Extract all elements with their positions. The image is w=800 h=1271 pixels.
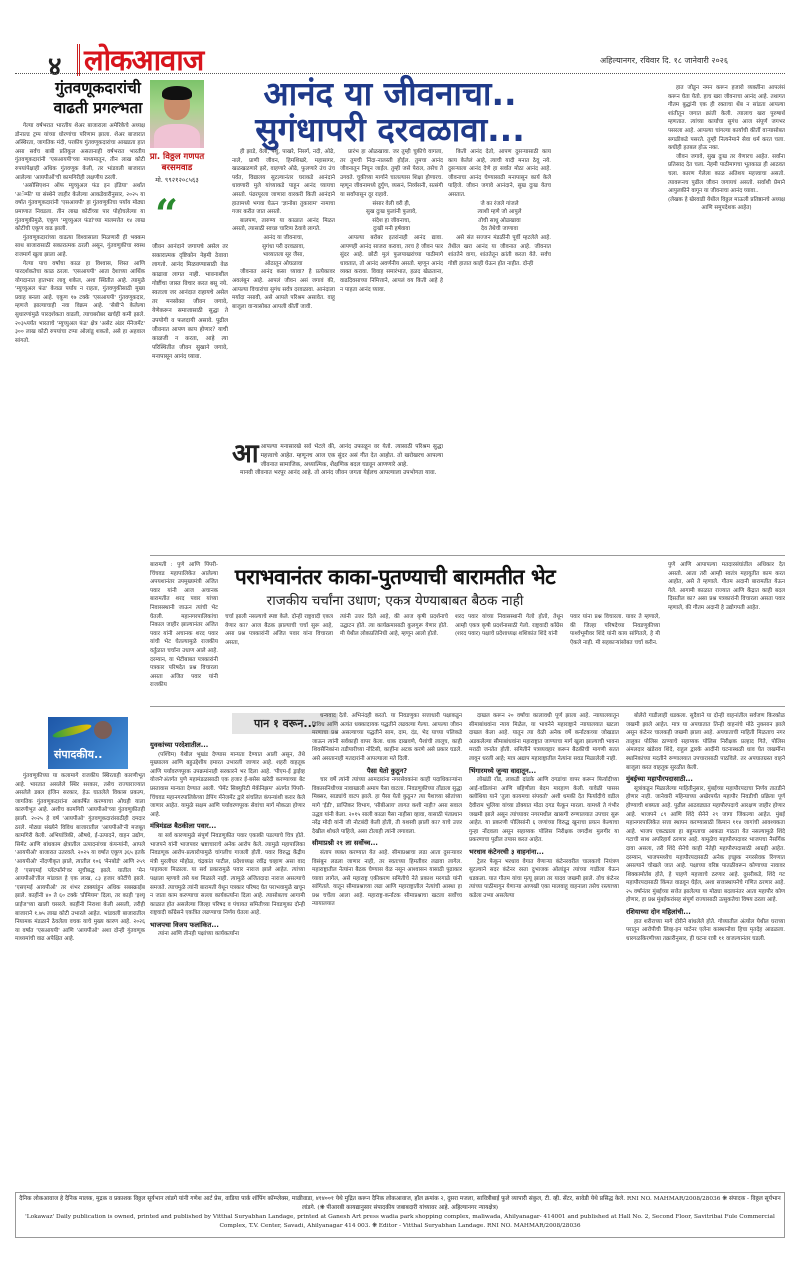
feature-column-2 — [340, 148, 443, 440]
feature-paragraph: जीवन जगावे, सुख दुःख तर येणारच आहेत. सर्वांना प्रतिसाद देत चला. नेहमी पाठीमागचा भूतकाळ ही आठवत चला. कारण गेलेला काळ अतिशय महत्त्वाचा असतो. त्यावरूनच पुढील जीवन जगायचं असतो. सर्वांशी प्रेमाने आपुलकीने वागून या जीवनाचा आनंद घ्यावा.. — [668, 153, 785, 195]
continued-item-title: पैसा येतो कुठून? — [366, 766, 408, 775]
poem-line: दुःखी मनी हर्षवावा — [373, 226, 410, 233]
masthead-divider — [77, 44, 80, 76]
author-name-line2: बरसमवाड — [161, 163, 193, 173]
poem-3 — [448, 200, 551, 234]
continued-item-text: सूत्रांकडून मिळालेल्या माहितीनुसार, मुंबईच्या महापौरपदाचा निर्णय तातडीने होणार नाही. जानेवारी महिन्याच्या अखेरपर्यंत महापौर निवडीची प्रक्रिया पूर्ण होण्याची शक्यता आहे. पुढील आठवड्यात महापौरपदाचे आरक्षण जाहीर होणार आहे. भाजपने ८९ आणि शिंदे सेनेने २९ जागा जिंकल्या आहेत. मुंबई महानगरपालिकेत सत्ता स्थापन करण्यासाठी किमान ११४ जागांची आवश्यकता आहे. भाजप एकट्याला हा बहुमताचा आकडा गाठता येत नसल्यामुळे शिंदे गटाची साथ अपरिहार्य ठरणार आहे. यामुळेच महापौरपदावर भाजपचा नैसर्गिक दावा असला, तरी शिंदे सेनेचे काही नेतेही महापौरपदासाठी आग्रही आहेत. दरम्यान, भाजपमध्येच महापौरपदासाठी अनेक इच्छुक नगरसेवक रिंगणात असल्याने चोखले जात आहे. पक्षाच्या वरिष्ठ पातळीवरून कोणाच्या नावावर शिक्कामोर्तब होते, हे पाहणे महत्त्वाचे ठरणार आहे. दुसरीकडे, शिंदे गट महापौरपदासाठी किंमत वाढवून घेईल, अशा सत्तास्थापनेचे गणित ठरणार आहे. २५ वर्षांनंतर मुंबईच्या सत्तेत झालेल्या या मोठ्या बदलानंतर आता महापौर कोण होणार, हा प्रश्न मुंबईकरांसह संपूर्ण राज्यासाठी उत्सुकतेचा विषय ठरला आहे. — [626, 785, 785, 904]
continued-item-title: मंत्रिमंडळ बैठकीला पवार... — [150, 822, 217, 831]
author-note: (लेखक हे खेरवाडी येथील विठ्ठल माऊली प्रतिष्ठानचे अध्यक्ष आणि समुपदेशक आहेत) — [668, 196, 785, 212]
poem-line: सुगंधा परी दरवळावा, — [262, 243, 305, 250]
author-name — [140, 152, 214, 174]
pullquote: जीवन आनंदाने जगायचे असेल तर सकारात्मक दृष्टिकोन नेहमी ठेवावा लागतो. आनंद मिळवण्यासाठी वेळ काढावा लागत नाही. भावनाशील गोष्टींचा जास्त विचार करत बसू नये. स्वतःला जर आनंदात राहायचे असेल तर मनसोक्त जीवन जगावे, येणेकरून समाजासाठी सुद्धा ते उपयोगी व फलदायी असावे. पुढील जीवनात आपण काय होणार? याची काळजी न करता, आहे त्या परिस्थितीत जीवन सुखाने जगावे, मनापासून आनंद घ्यावा. — [152, 244, 228, 361]
editorial-body-top — [15, 122, 145, 715]
feature-paragraph: किती आनंद देतो, आपण दुसऱ्यासाठी काय काय केलेलं आहे, त्याची यादी मनात ठेवू नये. दुसऱ्याला आनंद देणे हा सर्वात मोठा आनंद आहे. जीवनाचा आनंद घेण्यासाठी मनापासून कार्य केले पाहिजे. जीवन जगावे आनंदाने, सुख दुःख येतच असतात. — [448, 149, 551, 198]
feature-paragraph: प्रारंभ हा ओळखावा. जर तुम्ही चुकीचे वागला, तर तुमची निंदा-नालस्ती होईल. तुमचा आनंद जीवनातून निघून जाईल. तुम्ही जसे पेराल, तसेच ते उगवते. चुकीच्या मार्गाने चालल्यास शिक्षा होणारच. म्हणून जीवनामध्ये दुर्गुण, व्यसनं, निर्व्यसनी, सत्संगी या सर्वांपासून दूर राहावे. — [340, 149, 443, 198]
poem-2 — [340, 200, 443, 234]
feature-column-1 — [232, 148, 335, 440]
poem-line: आनंद या जीवनाचा, — [263, 234, 304, 241]
feature-paragraph: आपल्या मनासारखे सर्व भेटले की, आनंद उफाळून वर येतो. त्यासाठी परिश्रम सुद्धा महत्त्वाचे आहेत. म्हणूनच आज एक सुंदर असं गीत देत आहोत. तो खरोखरच आपल्या जीवनात सामाजिक, अध्यात्मिक, शैक्षणिक बदल घडवून आणणारे आहे. — [260, 444, 443, 468]
continued-item-text: लोखंडी रॉड, लाकडी दांडके आणि दगडांचा वापर करून फिर्यादीच्या आई-वडिलांना आणि बहिणीला बेदम मारहाण केली. यावेळी पासस क्लोथिया याने 'तुला कायमचा संपवतो' अशी धमकी देत फिर्यादीचे वडील देवीराम भुलिया यांच्या डोक्यात मोठा दगड फेकून मारला. यामध्ये ते गंभीर जखमी झाले असून त्यांच्यावर नगरमधील खासगी रुग्णालयात उपचार सुरू आहेत. या प्रकरणी पोलिसांनी ६ जणांच्या विरुद्ध खुनाचा प्रयत्न केल्याचा गुन्हा नोंदवला असून सहाय्यक पोलिस निरीक्षक जगदीश मुलगीर या प्रकरणाचा पुढील तपास करत आहेत. — [469, 777, 619, 844]
continued-item-text: चार वर्षे त्यांनी त्यांच्या आमदारांना नगरसेवकांना काही पदाधिकाऱ्यांना विकासनिधीच्या नावाखाली अमाप पैसा वाटला. निवडणुकीच्या तोंडाला सुद्धा मिक्सर, साड्यांचे वाटप झाले. हा पैसा येतो कुठून? त्या पैशाच्या स्रोतांच्या मागे 'ईडी', प्राप्तिकर विभाग, 'सीबीआय' लागत कशी नाही? असा सवाल उद्धव यांनी केला. २०१५ साली काळा पैसा नाहीसा व्हावा, यासाठी पंतप्रधान नरेंद्र मोदी यांनी जी नोटबंदी केली होती, ती यशस्वी झाली का? याचे उत्तर देखील शोधले पाहिजे, असा टोलाही त्यांनी लगावला. — [312, 777, 462, 835]
page-number: ४ — [48, 52, 62, 82]
dropcap-section — [232, 443, 443, 548]
continued-item-title: भरधाव कंटेनरची ३ वाहनांना... — [469, 847, 544, 856]
continued-column-c — [469, 712, 619, 1188]
editorial-paragraph: गुंतवणुकीच्या या कलामागे राजकीय स्थिरताही कारणीभूत आहे. भारतात असलेले स्थिर सरकार, तसेच राज्याराज्यात असलेले डबल इंजिन सरकार, हेऊ घातलेले विकास प्रकल्प, जागतिक गुंतवणूकदारांना आकर्षित करण्याचा ओघही याला कारणीभूत आहे. अशीच कामगिरी 'आयपीओ'च्या गुंतवणुकीतही झाली. २०२५ हे वर्ष 'आयपीओ' गुंतवणूकदारांसाठीही दमदार ठरले. मोठ्या संख्येने विविध बाजारातील 'आयपीओं'नी मजबूत कामगिरी केली. अभियांत्रिकी, औषधे, ई-उत्पादने, वाहन उद्योग, सिमेंट आणि बांधकाम क्षेत्रातील उत्पादनांच्या कंपन्यांनी, आपले 'आयपीओ' बाजारात उतरवले. २०२५ या वर्षात एकूण ३६५ इतके 'आयपीओ' नोंदणीकृत झाले, त्यातील १०६ 'मेनबोर्ड' आणि २५९ हे 'एसएमई प्लॅटफॉर्म'वर सूचीबद्ध झाले. यातील 'मेन आयपीओं'तील मांडवल हे एक लाख, ८३ हजार कोटींचे झाले. 'एसएमई आयपीओ' तर शंभर टक्क्यांहून अधिक सबस्क्राईब झाले. काहींनी ४० ते ६० टक्के 'प्रीमियम' दिला, तर काही 'इश्यू प्राईज'च्या खाली घसरले. काहींनी निराशा केली असली, तरीही बाजाराने १.७५ लाख कोटी उभारले आहेत. भांडवली बाजारातील नियामक मंडळाने ठेवलेला वचक याचे मुख्य कारण आहे. २०२६ या वर्षात 'एसआयपी' आणि 'आयपीओ' अशा दोन्ही गुंतवणूक माध्यमांची वाढ अपेक्षित आहे. — [15, 773, 145, 943]
poem-line: त्याशी म्हणे जो आपुले — [477, 209, 522, 216]
politics-column-2: चर्चा झाली नसल्याचे स्पष्ट केले. दोन्ही राष्ट्रवादी एकत्र येणार का? आज बैठक झाल्याची चर्चा सुरू आहे, असा प्रश्न पत्रकारांनी अजित पवार यांना विचारला असता, — [225, 614, 333, 646]
continued-item-text: बोलेरो गाडीलाही धडकला. सुदैवाने या दोन्ही वाहनांतील सर्वजण किरकोळ जखमी झाले आहेत. मात्र या अपघातात तिन्ही वाहनांचे मोठे नुकसान झाले असून कंटेनर चालकही जखमी झाला आहे. अपघाताची माहिती मिळताच नगर तालुका पोलिस ठाण्याचे सहाय्यक पोलिस निरीक्षक प्रल्हाद गिते, पोलिस अंमलदार खंडेराव शिंदे, राहुल द्वारके आदींनी घटनास्थळी धाव घेत जखमींना स्थानिकांच्या मदतीने रुग्णालयात उपचारासाठी पाठविले. तर अपघातग्रस्त वाहने बाजूला करत वाहतूक सुरळीत केली. — [626, 713, 785, 771]
continued-column-a — [150, 738, 305, 1188]
poem-line: देव तेथेची जाणावा — [480, 226, 519, 233]
editorial-badge-label: संपादकीय.. — [54, 748, 103, 761]
feature-paragraph: मानवी जीवनात भरपूर आनंद आहे. तो आनंद जीवन जगता येईलच आपल्याला उपभोगता यावा. — [240, 470, 437, 477]
imprint-english: 'Lokawaz' Daily publication is owned, printed and published by Vitthal Suryabhan Landage, printed at Ganesh Art press wadia park shopping complex, maliwada, Ahilyanagar- 414001 and published at Hall No. 2, Second Floor, Savitribai Fule Commercial Complex, T.V. Center, Savadi, Ahilyanagar 414 003. ❋ Editor - Vitthal Suryabhan Landage. RNI NO. MAHMAR/2008/28036 — [25, 1214, 775, 1229]
continued-item-text: (पश्चिम) येथील भूखंड देण्यास मान्यता देण्यात आली असून, तेथे मुख्यालय आणि बहुउद्देशीय इमारत उभारली जाणार आहे. शहरी वाहतूक आणि पर्यावरणपूरक उपक्रमांनाही सरकारने भर दिला आहे. 'पीएम-ई ड्राईव्ह योजने'अंतर्गत पुणे महामंडळासाठी एक हजार ई-बसेस खरेदी करण्याच्या बेट प्रस्तावास मान्यता देण्यात आली. 'पेमेंट सिक्युरिटी मेकॅनिझम' अंतर्गत पिंपरी-चिंचवड महानगरपालिकेच्या डेपिंग मॅनेजमेंट द्वारे संचलित कंपन्यांशी करार केले जाणार आहेत. यामुळे सक्षम आणि पर्यावरणपूरक सेवांचा मार्ग मोकळा होणार आहे. — [150, 751, 305, 818]
poem-line: भाव्यातला सूर जैसा, — [262, 252, 305, 259]
editorial-badge-image — [48, 717, 128, 769]
feature-paragraph: बालपण, तारुण्य या काळात आनंद मिळत असतो, त्यासाठी स्वच्छ चारित्र्य ठेवावे लागते. — [232, 217, 335, 233]
continued-item-text: दाखल करून २० वर्षांचा कालावधी पूर्ण झाला आहे. न्यायालयातून सीमाबांधवांना न्याय मिळेल, या भावनेने महाराष्ट्राने न्यायालयात खटला दाखल केला आहे. यातून त्या वेळी अनेक वर्षे कर्नाटकच्या जोखडात अडकलेल्या सीमाबांधवांना महाराष्ट्रात जाण्याचा मार्ग खुला झाल्याची भावना मराठी जनतेत होती. समितीने पत्रव्यवहार करून बैठकीची मागणी सतत लावून धरली आहे; मात्र अद्याप महाराष्ट्रातील नेत्यांना सवड मिळालेली नाही. — [469, 713, 619, 762]
quote-mark-icon: “ — [155, 191, 179, 238]
feature-column-4 — [668, 84, 785, 550]
imprint-box — [15, 1192, 785, 1238]
feature-column-3 — [448, 148, 551, 550]
poem-1 — [232, 234, 335, 268]
author-name-line1: प्रा. विठ्ठल गणपत — [149, 152, 205, 162]
continued-from-page-1-label: पान १ वरून... — [232, 713, 338, 734]
editorial-paragraph: गुंतवणूकदारांच्या वाढत्या विश्वासाला मिळणारी ही भक्कम साथ बाजारासाठी सकारात्मक ठरली असून, गुंतवणुकीचा स्वस्थ राजमार्ग खुला झाला आहे. — [15, 234, 145, 258]
inkpot-icon — [94, 721, 112, 739]
poem-line: तोची साधू ओळखावा — [478, 217, 521, 224]
continued-item-title: भिंगारमध्ये जुन्या वादातून... — [469, 766, 537, 775]
editorial-title-line1: गुंतवणूकदारांची — [55, 79, 141, 97]
continued-item-text: या सर्व कारणामुळे संपूर्ण निवडणुकीत पवार एकाकी पडल्याचे चित्र होते. भाजपने यांनी भाजपवर भ्रष्टाचाराचे अनेक आरोप केले. त्यामुळे महापालिका निवडणूक आरोप-प्रत्यारोपामुळे चांगलीच गाजली होती. पवार विरुद्ध केंद्रीय मंत्री मुरलीधर मोहोळ, चंद्रकांत पाटील, प्रदेशाध्यक्ष रवींद्र चव्हाण असा वाद पाहायला मिळाला. या सर्व प्रकारामुळे पवार नाराज झाले आहेत. त्यांच्या पक्षाला म्हणावे तसे यश मिळाले नाही. त्यामुळे अजितदादा नाराज असल्याचे समजते. त्याचमुळे त्यांनी बारामती येथून पत्रकार परिषद घेत पराभवामुळे खचून न जाता काम करण्याचा सल्ला कार्यकर्त्यांना दिला आहे. त्यासोबतच आगामी काळात होत असलेल्या जिल्हा परिषद व पंचायत समितीच्या निवडणुका दोन्ही राष्ट्रवादी काँग्रेसने एकत्रित लढण्याचा निर्णय घेतला आहे. — [150, 832, 305, 917]
imprint-marathi: दैनिक लोकआवाज हे दैनिक मालक, मुद्रक व प्रकाशक विठ्ठल सूर्यभान लांडगे यांनी गणेश आर्ट प्रेस, वाडिया पार्क शॉपिंग कॉम्प्लेक्स, माळीवाडा, ४१४००१ येथे मुद्रित करून दैनिक लोकआवाज, हॉल क्रमांक २, दुसरा मजला, सावित्रीबाई फुले व्यापारी संकुल, टी. व्ही. सेंटर, सावेडी येथे प्रसिद्ध केले. RNI NO. MAHMAR/2008/28036 ❋ संपादक - विठ्ठल सूर्यभान लांडगे. (❋ पीआरबी कायद्यानुसार संपादकीय जबाबदारी यांच्यावर आहे. अहिल्यानगर न्यायक्षेत्र) — [19, 1196, 781, 1211]
continued-item-text: त्यांना आणि तीनही पक्षांच्या कार्यकर्त्यांना — [158, 931, 240, 938]
feature-headline-line1: आनंद या जीवनाचा.. — [263, 74, 517, 113]
poem-line: सुख दुःख फुलांनी फुलावे, — [366, 209, 417, 216]
continued-item-title: भाजपचा विजय फलांकित... — [150, 920, 219, 929]
feature-paragraph: आपल्या बरोबर इतरांनाही आनंद द्यावा. आपणही आनंद साजरा करावा, तरच हे जीवन फार सुंदर आहे. छोटी मुलं फुलपाखरांच्या पाठीमागे धावतात, तो आनंद अवर्णनीय असतो. म्हणून आनंद व्यक्त करावा. विवाह समारंभात, हळद खेळताना, वाढदिवसाच्या निमित्ताने, आपलं वय किती आहे हे न पाहता आनंद घ्यावा. — [340, 234, 443, 293]
feature-paragraph: हात जोडून नमन करून हजारो व्यक्तींना आपलंसं करून घेता येतो. हाच खरा जीवनाचा आनंद आहे. तथागत गौतम बुद्धांनी एक ही रक्ताचा थेंब न सांडता आपल्या शांतीतून जगात क्रांती केली. त्यालाच खरा पुरुषार्थ म्हणतात. त्यांच्या कार्याचा सुगंध आज संपूर्ण जगभर पसरला आहे. आपल्या चांगल्या कार्याची कीर्ती वाऱ्यासोबत सगळीकडे पसरते. तुम्ही नित्यनेमाने सेवा धर्म करत चला. कधीही हतबल होऊ नका. — [668, 85, 785, 152]
continued-column-b — [312, 712, 462, 1188]
poem-line: जे का रंजले गांजले — [480, 200, 519, 207]
politics-column-4: शरद पवार यांच्या निवासस्थानी गेलो होतो, तेथून आम्ही एकत्र कृषी प्रदर्शनासाठी गेलो. राष्ट्रवादी काँग्रेस (शरद पवार) पक्षाचे प्रदेशाध्यक्ष शशिकांत शिंदे यांनी — [455, 614, 563, 638]
feature-paragraph: असे संत सज्जन मंडळींनी पूर्वी म्हटलेले आहे. तेथील खरा आनंद या जीवनात आहे. जीवनात शांततेने वागा, शांततेतून क्रांती करता येते. सर्वच गोष्टी हातात काही घेऊन होत नाहीत. दोन्ही — [448, 234, 551, 267]
continued-item-text: हात शरीराच्या मागे दोरीने बांधलेले होते. गोव्यातील अंत्योल येथील घराच्या परातून आरोपीची लिव्ह-इन पार्टनर एलेना कास्थानोवा हिचा मृतदेह आढळला. धारगळकिरणीच्या तक्रारीनुसार, ही घटना रात्री ११ वाजल्यानंतर घडली. — [626, 918, 785, 942]
politics-subheadline: राजकीय चर्चांना उधाण; एकत्र येण्याबाबत बैठक नाही — [266, 593, 524, 609]
section-divider — [150, 555, 785, 556]
politics-column-6: पुणे आणि आपापल्या मतदारसंघांतील अधिकार देत असतो. आता तरी आम्ही स्वतंत्र महायुतीत काम करत आहोत, असे ते म्हणाले. गौतम अदानी बारामतीत येऊन गेले. आगामी काळात राज्यात आणि केंद्रात काही बदल दिसतील का? असा प्रश्न पत्रकारांनी विचारला असता पवार म्हणाले, की गौतम अदानी हे उद्योगपती आहेत. — [668, 562, 785, 611]
editorial-title — [48, 78, 148, 118]
continued-item-title: रशियाच्या दोन महिलांची... — [626, 908, 691, 917]
newspaper-logo: लोकआवाज — [84, 43, 204, 77]
politics-column-1: बारामती : पुणे आणि पिंपरी-चिंचवड महापालिकेत आलेल्या अपयशानंतर उपमुख्यमंत्री अजित पवार यांनी आज अचानक बारामतीत शरद पवार यांच्या निवासस्थानी जाऊन त्यांची भेट घेतली. महानगरपालिकांचा निकाल जाहीर झाल्यानंतर अजित पवार यांनी अचानक शरद पवार यांची भेट घेतल्यामुळे राजकीय वर्तुळात चर्चांना उधाण आले आहे. दरम्यान, या भेटीबाबत पत्रकारांनी पत्रकार परिषदेत प्रश्न विचारला असता अजित पवार यांनी राजकीय — [150, 562, 218, 689]
editorial-paragraph: गेल्या पाच वर्षांचा काळ हा विश्वास, शिस्त आणि पारदर्शकतेचा काळ ठरला. 'एसआयपी' आता देशाच्या आर्थिक योगदानात हातभार लावू शकेल, अशा स्थितीत आहे. त्यामुळे 'म्युच्युअल फंड' केवळ पर्याय न राहता, गुंतवणुकीसाठी मुख्य प्रवाह बनला आहे. एकूण १७ टक्के 'एसआयपी' गुंतवणूकदार, म्हणजे झाल्याचाही नवा विक्रम आहे. 'सेबी'ने केलेल्या सुधारणांमुळे पारदर्शकता वाढली, त्याचबरोबर खर्चही कमी झाले. २०३५पर्यंत भारताचे 'म्युच्युअल फंड' क्षेत्र 'असेट अंडर मॅनेजमेंट' ३०० लाख कोटी रुपयांचा टप्पा ओलांडू शकतो, असे हा अहवाल सांगतो. — [15, 260, 145, 344]
editorial-paragraph: गेल्या वर्षभरात भारतीय शेअर बाजाराला अमेरिकेचे अध्यक्ष डोनाल्ड ट्रम्प यांच्या धोरणांचा परिणाम झाला. शेअर बाजारात अस्थिरता, जागतिक मंदी, परकीय गुंतवणूकदारांचा आखडता हात असा सर्वच बाबी प्रतिकूल असतानाही वर्षभरात भारतीय गुंतवणूकदारांनी 'एसआयपी'च्या माध्यमातून, तीन लाख कोटी रुपयांपेक्षाही अधिक गुंतवणूक केली, तर भांडवली बाजारात आलेल्या 'आयपीओं'ची कामगिरीही लक्षणीय ठरली. — [15, 123, 145, 181]
editorial-paragraph: 'असोसिएशन ऑफ म्युच्युअल फंड इन इंडिया' अर्थात 'अॅम्फी' या संस्थेने जाहीर केलेल्या आकडेवारीनुसार, २०२५ या वर्षात गुंतवणूकदारांनी 'एसआयपी' हा गुंतवणुकीचा पर्याय मोठ्या प्रमाणात निवडला. तीन लाख कोटींच्या पार पोहोचलेल्या या गुंतवणुकीमुळे, एकूण 'म्युच्युअल फंडां'च्या मालमत्तेत १४ लाख कोटींची एकूण वाढ झाली. — [15, 183, 145, 233]
continued-item-text: ट्रेलर फेकून भरधाव वेगात येणाऱ्या कंटेनरवरील चालकाचे नियंत्रण सुटल्याने सदर कंटेनर रस्ता दुभाजक ओलांडून त्यांच्या गाडीला येऊन धडकला. यात गौतम यांचा मृत्यू झाला तर यादव जखमी झाले. तोच कंटेनर त्यांच्या पाठीमागून येणाऱ्या आणखी एका मालवाहू वाहनाला तसेच रस्त्याच्या कडेला उभ्या असलेल्या — [469, 858, 619, 899]
politics-column-3: त्यांनी उत्तर दिले आहे, की आज कृषी प्रदर्शनाचे उद्घाटन होते. त्या कार्यक्रमासाठी कुलगुरू येणार होते. मी येथील लोकप्रतिनिधी आहे, म्हणून आलो होतो. — [340, 614, 448, 638]
peacock-feather-icon — [52, 722, 93, 740]
section-divider — [150, 706, 785, 707]
feature-paragraph: जीवनात आनंद कसा घ्यावा? हे प्रत्येकावर अवलंबून आहे. आपलं जीवन असं जगावं की, आपल्या विचारांचा सुगंध सर्वत्र दरवळावा. आनंदाला मर्यादा नसावी, असे आपले परिश्रम असावेत. वाहू बाजूला वाऱ्यासोबत आपली कीर्ती जावी. — [232, 269, 335, 310]
feature-paragraph: ही झाडे, वेली, पशु, पाखरे, निसर्ग, नदी, ओढे, नाले, प्राणी जीवन, हिमशिखरे, महासागर, खळखळणारे झरे, वाहणारे ओढे, फुलणारे उंच उंच पर्वत, विद्यालय सुटल्यानंतर घराकडे आनंदाने धावणारी मुले यांच्याकडे पाहून आनंद घ्यायचा असतो. पंढरपूरला जाणारा वारकरी किती आनंदाने हातामध्ये भगवा घेऊन 'ज्ञानोबा तुकाराम' नामाचा गजर करीत जात असतो. — [232, 149, 335, 216]
continued-item-title: मुंबईच्या महापौरपदासाठी... — [626, 775, 693, 784]
poem-line: संदेश हा जीवनाचा, — [372, 217, 411, 224]
politics-headline: पराभवानंतर काका-पुतण्याची बारामतीत भेट — [234, 565, 556, 589]
drop-cap: आ — [232, 443, 259, 469]
continued-item-text: धन्यवाद देतो. अभिनंदही करतो. या निवडणुका सत्ताधारी पक्षाकडून विविध आणि अत्यंत धक्कादायक पद्धतीने लढवल्या गेल्या. आपल्या जीवन मरणाचा प्रश्न असल्याच्या पद्धतीने साम, दाम, दंड, भेद याच्या पलिकडे जाऊन त्यांनी सर्वकाही वापर केला. धाक दाखवणे, पैशांची लालूच, काही शिवसैनिकांना तडीपारीच्या नोटिसी, काहींना अटक करणे असे प्रकार घडले. असे असतानाही मतदारांनी आपल्याला मते दिली. — [312, 713, 462, 762]
poem-line: ओठातून ओघळावा — [264, 260, 303, 267]
dateline: अहिल्यानगर, रविवार दि. १८ जानेवारी २०२६ — [600, 56, 728, 65]
politics-column-5: पवार यांना प्रश्न विचारला. यावर ते म्हणाले, की जिल्हा परिषदेच्या निवडणुकीच्या पार्श्वभूमीवर शिंदे यांनी काय सांगितले, हे मी ऐकले नाही. मी सहकाऱ्यांसोबत चर्चा करीन. — [570, 614, 660, 646]
continued-item-text: संताप व्यक्त करण्यात येत आहे. सीमाप्रश्नाचा लढा आता दुसऱ्यावर विसंबून लढला जाणार नाही, तर स्वतःच्या हिमतीवर लढावा लागेल. महाराष्ट्रातील नेत्यांना बैठक घेण्यास वेळ नसून आश्वासन यासाठी पुढाकार घ्यावा लागेल, असे महाराष्ट्र एकीकरण समितीचे नेते प्रकाश मरगाळे यांनी सांगितले. यातून सीमाप्रश्नाच्या लढा आणि महाराष्ट्रातील नेत्यांची आस्था हा प्रश्न चर्चेला आला आहे. महाराष्ट्र-कर्नाटक सीमाप्रश्नाचा खटला सर्वोच्च न्यायालयात — [312, 849, 462, 908]
feature-headline — [225, 76, 555, 148]
continued-column-d — [626, 712, 785, 1188]
feature-headline-line2: सुगंधापरी दरवळावा... — [255, 110, 525, 149]
author-phone: मो. ९९२१२०८५६३ — [155, 176, 199, 184]
continued-item-title: युवकांच्या परदेशातील... — [150, 741, 209, 749]
editorial-title-line2: वाढती प्रगल्भता — [53, 99, 143, 117]
author-photo — [150, 80, 204, 148]
editorial-body-bottom — [15, 772, 145, 1187]
poem-line: संसार वेली वरी ही, — [372, 200, 411, 207]
continued-item-title: सीमाप्रश्नी २१ ला सर्वोच्च... — [312, 839, 378, 848]
